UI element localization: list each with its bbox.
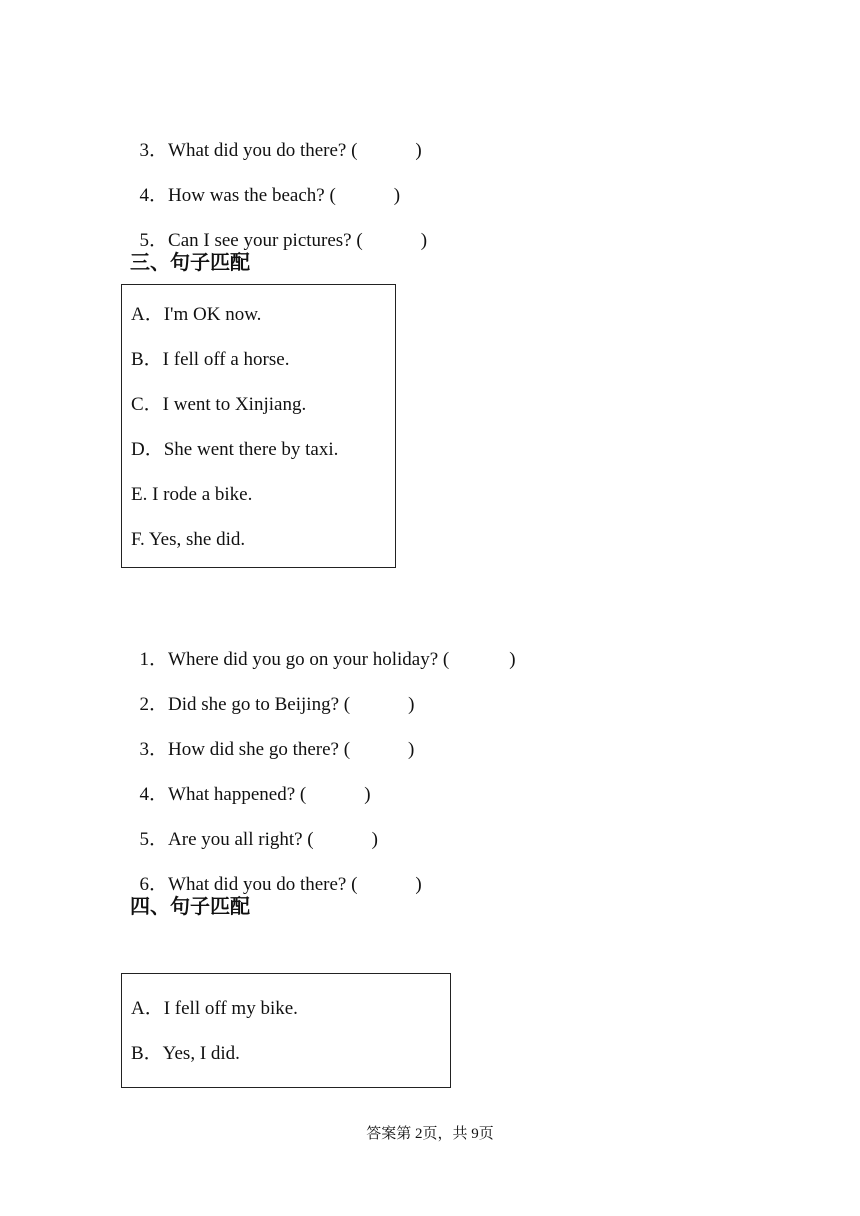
question-number: 3． <box>139 140 169 161</box>
options-box <box>121 284 396 568</box>
options-box <box>121 973 451 1088</box>
option-item: C．I went to Xinjiang. <box>131 394 307 415</box>
question-number: 5． <box>139 829 169 850</box>
section-heading: 四、句子匹配 <box>130 894 250 918</box>
question-close: ) <box>408 739 415 760</box>
question-close: ) <box>408 694 415 715</box>
question-text: What did you do there? ( <box>168 874 358 895</box>
question-line <box>130 205 427 253</box>
question-number: 1． <box>139 649 169 670</box>
question-number: 3． <box>139 739 169 760</box>
option-item: E. I rode a bike. <box>131 484 253 505</box>
question-text: How did she go there? ( <box>168 739 351 760</box>
question-line <box>130 714 414 762</box>
question-text: Where did you go on your holiday? ( <box>168 649 450 670</box>
question-number: 2． <box>139 694 169 715</box>
question-text: How was the beach? ( <box>168 185 336 206</box>
question-close: ) <box>371 829 378 850</box>
question-number: 4． <box>139 784 169 805</box>
question-line <box>130 804 378 852</box>
question-number: 5． <box>139 230 169 251</box>
question-line <box>130 160 400 208</box>
option-item: B．I fell off a horse. <box>131 349 290 370</box>
option-item: A．I'm OK now. <box>131 304 262 325</box>
section-heading: 三、句子匹配 <box>130 250 250 274</box>
option-item: D．She went there by taxi. <box>131 439 339 460</box>
question-close: ) <box>420 230 428 251</box>
option-item: F. Yes, she did. <box>131 529 246 550</box>
question-close: ) <box>415 874 422 895</box>
question-text: What happened? ( <box>168 784 307 805</box>
question-number: 4． <box>139 185 169 206</box>
question-close: ) <box>509 649 516 670</box>
question-line <box>130 759 371 807</box>
question-line <box>130 624 516 672</box>
question-close: ) <box>393 185 401 206</box>
question-line <box>130 849 422 897</box>
question-close: ) <box>364 784 371 805</box>
question-text: What did you do there? ( <box>168 140 358 161</box>
question-number: 6． <box>139 874 169 895</box>
option-item: B．Yes, I did. <box>131 1043 240 1064</box>
question-line <box>130 115 422 163</box>
question-text: Are you all right? ( <box>168 829 314 850</box>
question-text: Did she go to Beijing? ( <box>168 694 351 715</box>
question-line <box>130 669 414 717</box>
question-text: Can I see your pictures? ( <box>168 230 363 251</box>
page-footer: 答案第 2页，共 9页 <box>366 1126 494 1142</box>
question-close: ) <box>415 140 422 161</box>
option-item: A．I fell off my bike. <box>131 998 298 1019</box>
